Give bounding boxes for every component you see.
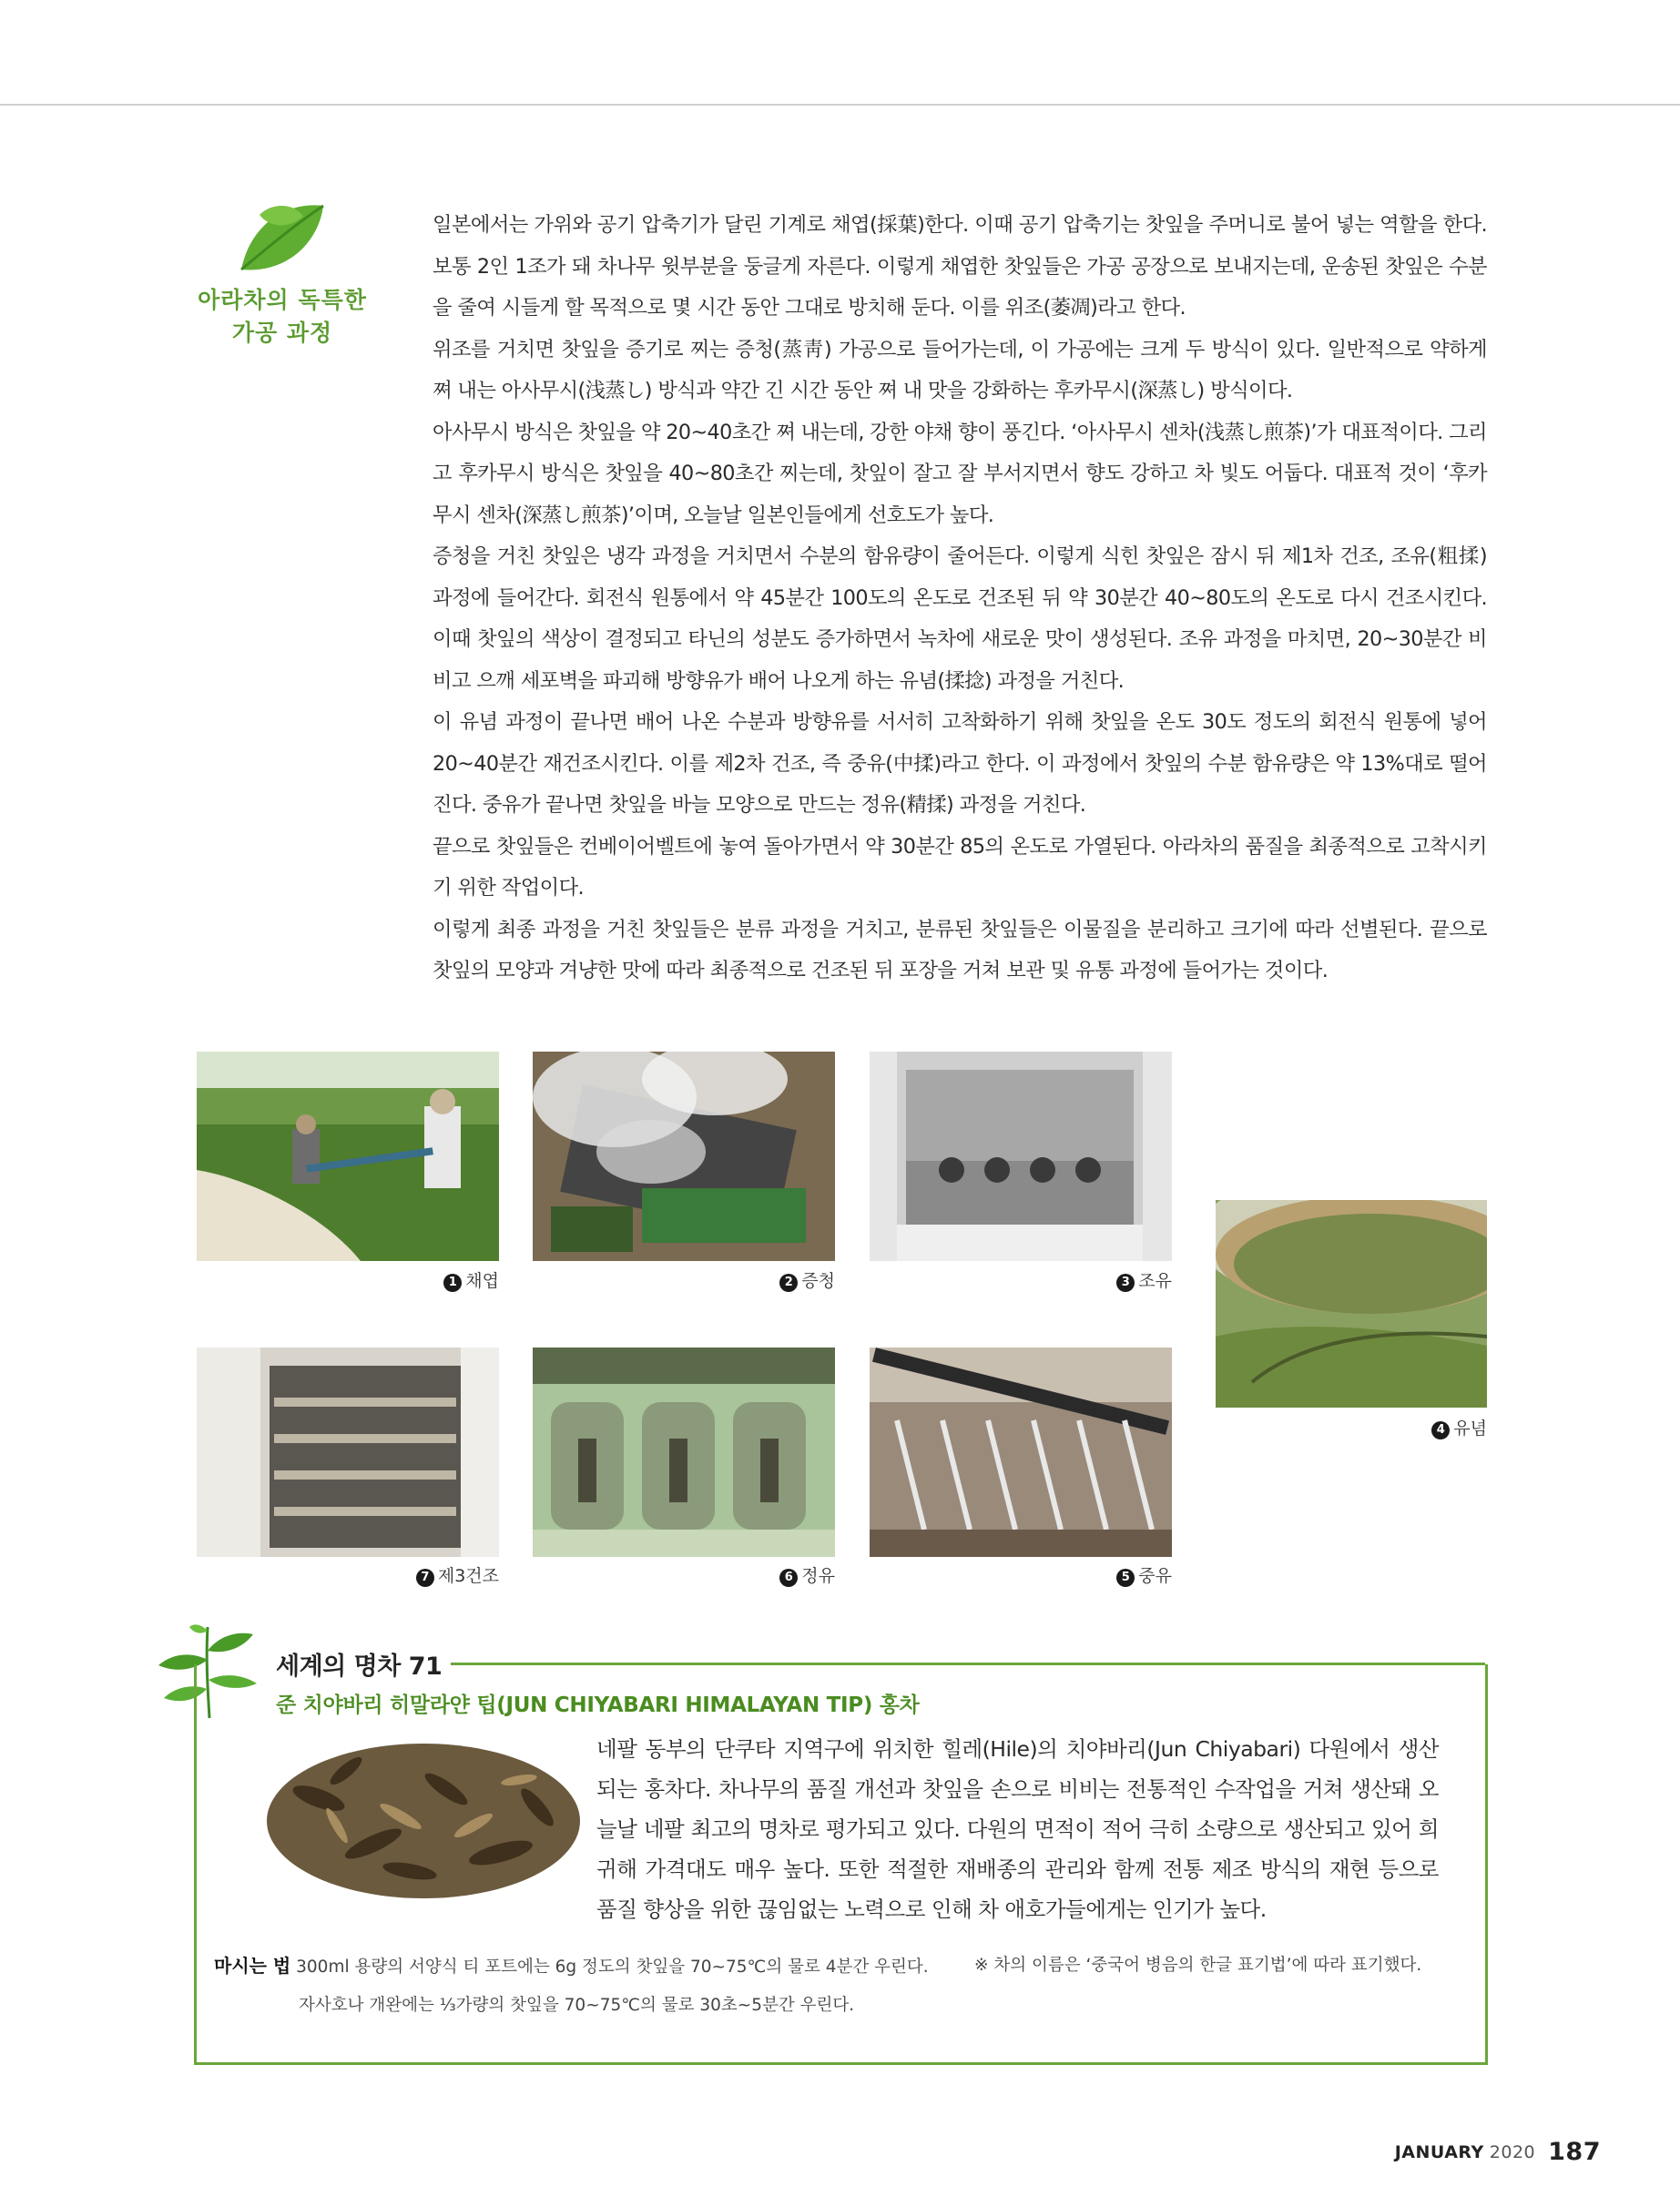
photo-rolling <box>1216 1200 1487 1408</box>
paragraph: 아사무시 방식은 찻잎을 약 20~40초간 쪄 내는데, 강한 야채 향이 풍긴다. ‘아사무시 센차(浅蒸し煎茶)’가 대표적이다. 그리고 후카무시 방식은 찻잎을 40~80초간 찌는데, 찻잎이 잘고 잘 부서지면서 향도 강하고 차 빛도 어둡다. 대표적 것이 ‘후카무시 센차(深蒸し煎茶)’이며, 오늘날 일본인들에게 선호도가 높다. <box>433 420 1487 527</box>
photo-caption <box>533 1267 835 1292</box>
top-rule <box>0 104 1680 106</box>
photo-second-drying <box>870 1348 1172 1557</box>
paragraph: 이 유념 과정이 끝나면 배어 나온 수분과 방향유를 서서히 고착화하기 위해 찻잎을 온도 30도 정도의 회전식 원통에 넣어 20~40분간 재건조시킨다. 이를 제2차 건조, 즉 중유(中揉)라고 한다. 이 과정에서 찻잎의 수분 함유량은 약 13%대로 떨어진다. 중유가 끝나면 찻잎을 바늘 모양으로 만드는 정유(精揉) 과정을 거친다. <box>433 710 1487 817</box>
drink-label: 마시는 법 <box>214 1955 291 1977</box>
caption-number: 4 <box>1431 1421 1450 1439</box>
caption-label: 유념 <box>1453 1419 1487 1439</box>
box-description: 네팔 동부의 단쿠타 지역구에 위치한 힐레(Hile)의 치야바리(Jun Chiyabari) 다원에서 생산되는 홍차다. 차나무의 품질 개선과 찻잎을 손으로 비비는 전통적인 수작업을 거쳐 생산돼 오늘날 네팔 최고의 명차로 평가되고 있다. 다원의 면적이 적어 극히 소량으로 생산되고 있어 희귀해 가격대도 매우 높다. 또한 적절한 재배종의 관리와 함께 전통 제조 방식의 재현 등으로 품질 향상을 위한 끊임없는 노력으로 인해 차 애호가들에게는 인기가 높다. <box>596 1736 1439 1922</box>
caption-number: 2 <box>779 1274 798 1292</box>
photo-caption <box>197 1267 499 1292</box>
photo-caption <box>870 1267 1172 1292</box>
paragraph: 증청을 거친 찻잎은 냉각 과정을 거치면서 수분의 함유량이 줄어든다. 이렇게 식힌 찻잎은 잠시 뒤 제1차 건조, 조유(粗揉) 과정에 들어간다. 회전식 원통에서 약 45분간 100도의 온도로 건조된 뒤 약 30분간 40~80도의 온도로 다시 건조시킨다. 이때 찻잎의 색상이 결정되고 타닌의 성분도 증가하면서 녹차에 새로운 맛이 생성된다. 조유 과정을 마치면, 20~30분간 비비고 으깨 세포벽을 파괴해 방향유가 배어 나오게 하는 유념(揉捻) 과정을 거친다. <box>433 544 1487 693</box>
photo-caption <box>870 1562 1172 1587</box>
photo-caption <box>197 1562 499 1587</box>
photo-third-drying <box>197 1348 499 1557</box>
footer-month: JANUARY <box>1394 2142 1484 2162</box>
box-subtitle: 준 치야바리 히말라얀 팁(JUN CHIYABARI HIMALAYAN TIP) 홍차 <box>276 1693 920 1717</box>
section-title-line1: 아라차의 독특한 <box>198 287 367 313</box>
caption-number: 6 <box>779 1569 798 1587</box>
paragraph: 일본에서는 가위와 공기 압축기가 달린 기계로 채엽(採葉)한다. 이때 공기 압축기는 찻잎을 주머니로 불어 넣는 역할을 한다. 보통 2인 1조가 돼 차나무 윗부분을 둥글게 자른다. 이렇게 채엽한 찻잎들은 가공 공장으로 보내지는데, 운송된 찻잎은 수분을 줄여 시들게 할 목적으로 몇 시간 동안 그대로 방치해 둔다. 이를 위조(萎凋)라고 한다. <box>433 213 1487 320</box>
paragraph: 위조를 거치면 찻잎을 증기로 찌는 증청(蒸靑) 가공으로 들어가는데, 이 가공에는 크게 두 방식이 있다. 일반적으로 약하게 쪄 내는 아사무시(浅蒸し) 방식과 약간 긴 시간 동안 쪄 내 맛을 강화하는 후카무시(深蒸し) 방식이다. <box>433 337 1487 402</box>
caption-number: 5 <box>1116 1569 1135 1587</box>
caption-number: 3 <box>1116 1274 1135 1292</box>
caption-label: 정유 <box>801 1566 835 1586</box>
page-footer <box>1395 2138 1601 2166</box>
photo-caption <box>1216 1415 1487 1439</box>
tea-leaves-image <box>264 1734 583 1904</box>
photo-steaming <box>533 1052 835 1261</box>
article-body <box>433 205 1487 992</box>
caption-label: 채엽 <box>465 1271 499 1291</box>
drink-line-1: 300ml 용량의 서양식 티 포트에는 6g 정도의 찻잎을 70~75℃의 물로 4분간 우린다. <box>296 1958 929 1977</box>
photo-final-rolling <box>533 1348 835 1557</box>
photo-first-rolling <box>870 1052 1172 1261</box>
photo-caption <box>533 1562 835 1587</box>
caption-number: 7 <box>416 1569 434 1587</box>
caption-label: 중유 <box>1138 1566 1172 1586</box>
naming-note: ※ 차의 이름은 ‘중국어 병음의 한글 표기법’에 따라 표기했다. <box>974 1956 1422 1975</box>
photo-harvesting <box>197 1052 499 1261</box>
section-title-line2: 가공 과정 <box>231 320 333 346</box>
page-number: 187 <box>1548 2138 1601 2166</box>
drink-line-2: 자사호나 개완에는 ⅓가량의 찻잎을 70~75℃의 물로 30초~5분간 우린다. <box>299 1996 855 2015</box>
tea-leaf-icon <box>232 197 332 277</box>
box-heading: 세계의 명차 71 <box>276 1646 451 1682</box>
caption-label: 제3건조 <box>437 1566 499 1586</box>
caption-label: 증청 <box>801 1271 835 1291</box>
paragraph: 이렇게 최종 과정을 거친 찻잎들은 분류 과정을 거치고, 분류된 찻잎들은 이물질을 분리하고 크기에 따라 선별된다. 끝으로 찻잎의 모양과 겨냥한 맛에 따라 최종적으로 건조된 뒤 포장을 거쳐 보관 및 유통 과정에 들어가는 것이다. <box>433 917 1487 982</box>
footer-year: 2020 <box>1489 2142 1536 2162</box>
caption-label: 조유 <box>1138 1271 1172 1291</box>
paragraph: 끝으로 찻잎들은 컨베이어벨트에 놓여 돌아가면서 약 30분간 85의 온도로 가열된다. 아라차의 품질을 최종적으로 고착시키기 위한 작업이다. <box>433 834 1487 900</box>
caption-number: 1 <box>443 1274 462 1292</box>
